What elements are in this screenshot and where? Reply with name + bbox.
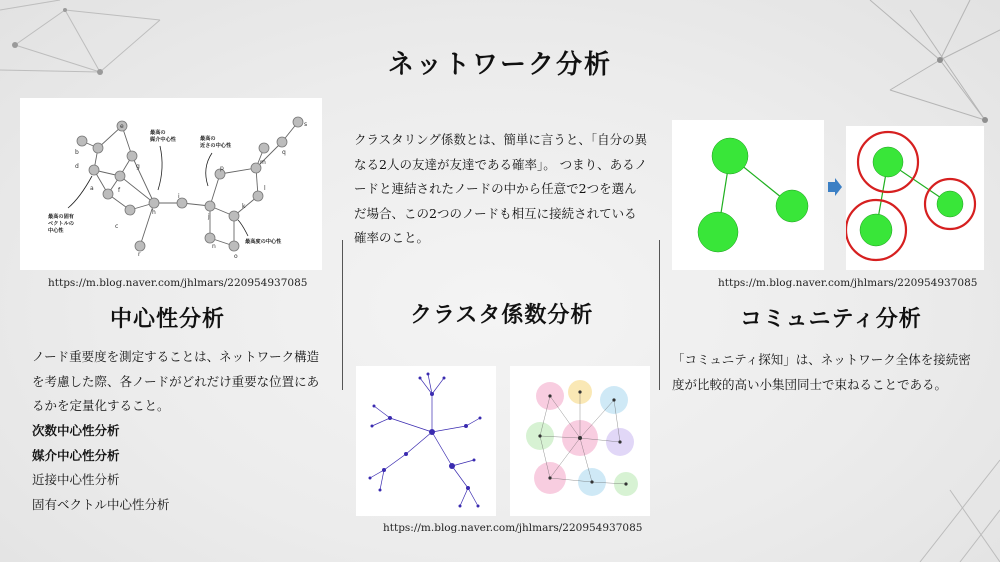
graph-node [379,489,382,492]
node-label: m [260,159,266,166]
eigenvector-annotation: 最高の固有ベクトルの中心性 [48,214,74,234]
cluster-tree-nodes [369,373,482,508]
graph-node [93,143,103,153]
left-source-url[interactable]: https://m.blog.naver.com/jhlmars/220954937085 [48,277,308,289]
graph-node [371,425,374,428]
graph-node [103,189,113,199]
centrality-description: ノード重要度を測定することは、ネットワーク構造を考慮した際、各ノードがどれだけ重要な位置にあるかを定量化すること。 [32,349,320,413]
centrality-network-graph [20,98,322,270]
centrality-title: 中心性分析 [110,306,226,332]
graph-node [115,171,125,181]
bottom-right-decoration [850,450,1000,562]
graph-node [205,201,215,211]
page-title: ネットワーク分析 [387,50,612,80]
node-label: k [242,203,246,210]
graph-node [229,241,239,251]
node-label: l [264,185,266,192]
graph-node [612,398,615,401]
cluster-blob [873,147,903,177]
graph-node [479,417,482,420]
community-graph-after [846,126,984,270]
node-label: d [75,163,79,170]
degree-annotation: 最高度の中心性 [245,239,282,245]
node-label: h [152,209,156,216]
graph-node [253,191,263,201]
cluster-description: クラスタリング係数とは、簡単に言うと、「自分の異なる2人の友達が友達である確率」。 つまり、あるノードと連結されたノードの中から任意で2つを選んだ場合、この2つのノードも相互に接続されている確率のこと。 [354,132,648,245]
graph-node [443,377,446,380]
graph-node [548,394,551,397]
graph-node [590,480,593,483]
centrality-methods-list [32,419,170,517]
graph-node [135,241,145,251]
graph-node [578,436,582,440]
cluster-figure-colored [510,366,650,516]
node-label: c [115,223,119,230]
method-eigenvector: 固有ベクトル中心性分析 [32,496,170,512]
graph-node [464,424,468,428]
cluster-figure-tree [356,366,496,516]
community-nodes-after [860,147,963,246]
betweenness-annotation: 最高の媒介中心性 [150,130,176,143]
graph-node [125,205,135,215]
node-label: b [75,149,79,156]
graph-node [459,505,462,508]
node-label: r [138,251,141,258]
graph-node [477,505,480,508]
cluster-blob [860,214,892,246]
graph-node [404,452,408,456]
graph-node [149,198,159,208]
node-label: j [208,213,210,220]
cluster-blob [776,190,808,222]
cluster-blob [712,138,748,174]
graph-node [427,373,430,376]
graph-node [77,136,87,146]
graph-node [538,434,541,437]
graph-node [473,459,476,462]
graph-node [382,468,386,472]
cluster-blob [937,191,963,217]
graph-node [429,429,435,435]
closeness-annotation: 最高の近さの中心性 [200,136,232,149]
cluster-colored-graph [510,366,650,516]
node-label: p [220,165,224,172]
graph-node [578,390,581,393]
method-degree: 次数中心性分析 [32,423,120,438]
graph-node [618,440,621,443]
cluster-tree-graph [356,366,496,516]
graph-node [466,486,470,490]
node-label: q [282,149,286,156]
node-label: a [90,185,94,192]
divider-right [659,240,660,390]
graph-node [277,137,287,147]
graph-node [229,211,239,221]
graph-node [293,117,303,127]
divider-left [342,240,343,390]
graph-node [373,405,376,408]
cluster-title: クラスタ係数分析 [410,302,594,328]
node-label: f [118,187,121,194]
community-title: コミュニティ分析 [740,306,922,332]
node-label: s [304,121,308,128]
graph-node [624,482,627,485]
centrality-figure [20,98,322,270]
community-figure-after [846,126,984,270]
node-label: o [234,253,238,260]
right-source-url[interactable]: https://m.blog.naver.com/jhlmars/220954937085 [718,277,978,289]
graph-node [430,392,434,396]
middle-source-url[interactable]: https://m.blog.naver.com/jhlmars/220954937085 [383,522,643,534]
centrality-nodes [77,117,303,251]
node-label: i [178,193,180,200]
method-closeness: 近接中心性分析 [32,472,120,487]
graph-node [259,143,269,153]
community-figure-before [672,120,824,270]
community-graph-before [672,120,824,270]
arrow-right-icon [828,178,842,196]
node-label: g [136,163,140,170]
graph-node [388,416,392,420]
graph-node [419,377,422,380]
community-description: 「コミュニティ探知」は、ネットワーク全体を接続密度が比較的高い小集団同士で束ねることである。 [672,352,971,392]
graph-node [205,233,215,243]
community-nodes-before [698,138,808,252]
node-label: e [120,123,124,130]
graph-node [127,151,137,161]
cluster-blob [698,212,738,252]
graph-node [89,165,99,175]
graph-node [449,463,455,469]
node-label: n [212,243,216,250]
method-betweenness: 媒介中心性分析 [32,447,120,463]
graph-node [548,476,551,479]
graph-node [369,477,372,480]
